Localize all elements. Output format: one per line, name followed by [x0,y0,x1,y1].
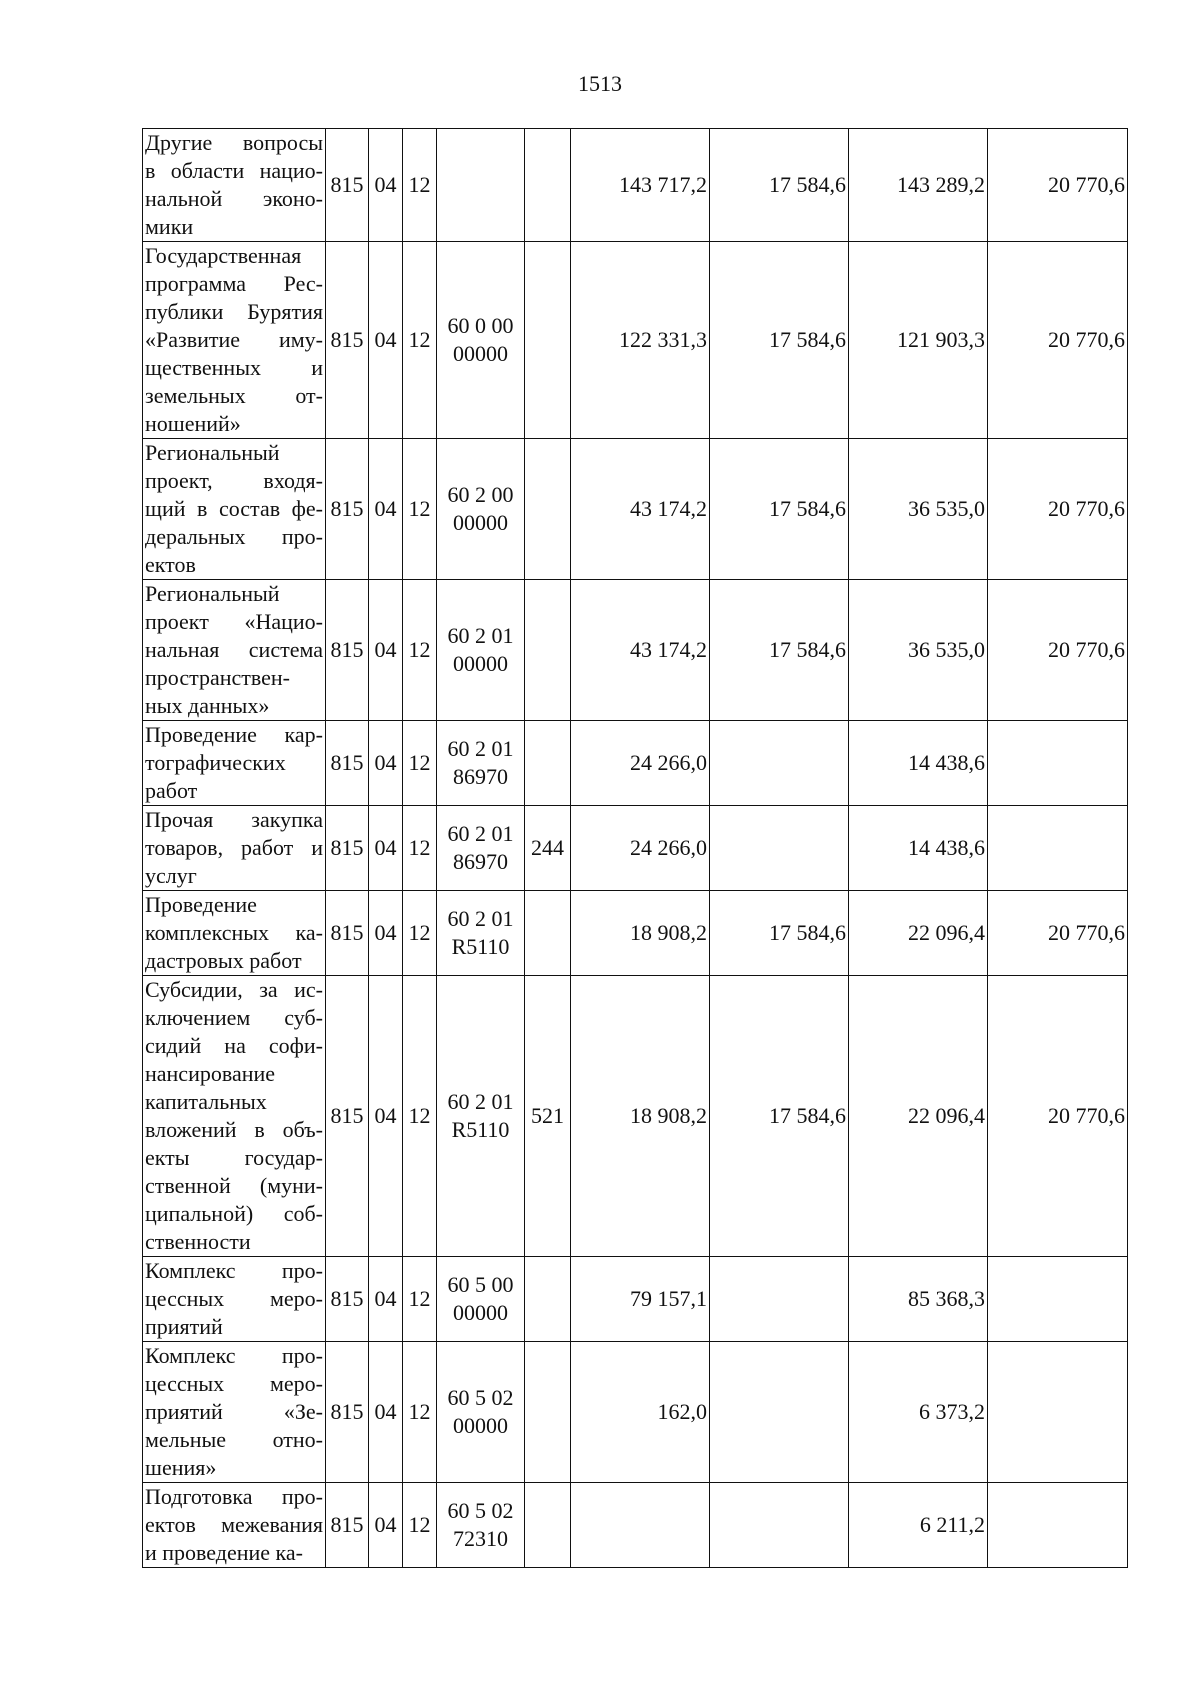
row-name-line: приятий [145,1314,223,1339]
row-name-line: Региональный [145,581,280,606]
target-article-part: R5110 [451,1117,510,1142]
row-name-line: нальная система [145,637,323,662]
row-name-line: нансирование [145,1061,276,1086]
section-code-cell: 04 [369,439,403,580]
expense-type-cell [525,1342,571,1483]
amount-3-cell: 22 096,4 [849,891,988,976]
target-article-part: 60 5 00 [447,1272,514,1297]
row-name-line: комплексных ка- [145,920,323,945]
table-row [143,1257,1128,1342]
grbs-code-cell: 815 [326,242,369,439]
amount-2-cell [710,1342,849,1483]
target-article-part: 86970 [453,849,508,874]
expense-type-cell [525,1483,571,1568]
amount-1-cell: 18 908,2 [571,976,710,1257]
target-article-part: 60 2 00 [447,482,514,507]
target-article-part: R5110 [451,934,510,959]
row-name-line: приятий «Зе- [145,1399,323,1424]
target-article-part: 72310 [453,1526,508,1551]
amount-4-cell [988,806,1128,891]
row-name-line: нальной эконо- [145,186,323,211]
row-name-line: ектов [145,552,196,577]
amount-2-cell: 17 584,6 [710,129,849,242]
expense-type-cell: 521 [525,976,571,1257]
table-row [143,242,1128,439]
subsection-code-cell: 12 [403,439,437,580]
amount-1-cell: 143 717,2 [571,129,710,242]
subsection-code-cell: 12 [403,1257,437,1342]
target-article-cell [437,806,525,891]
target-article-part: 00000 [453,1300,508,1325]
row-name-line: ственной (муни- [145,1173,323,1198]
target-article-part: 60 2 01 [447,736,514,761]
target-article-cell [437,129,525,242]
row-name-line: Комплекс про- [145,1343,323,1368]
row-name-line: пространствен- [145,665,291,690]
amount-1-cell: 24 266,0 [571,721,710,806]
row-name-line: капитальных [145,1089,267,1114]
target-article-part: 00000 [453,341,508,366]
grbs-code-cell: 815 [326,1483,369,1568]
target-article-part: 60 2 01 [447,821,514,846]
row-name-line: Другие вопросы [145,130,323,155]
row-name-line: екты государ- [145,1145,323,1170]
target-article-cell [437,1342,525,1483]
amount-2-cell: 17 584,6 [710,891,849,976]
row-name-line: тографических [145,750,286,775]
grbs-code-cell: 815 [326,891,369,976]
amount-2-cell: 17 584,6 [710,439,849,580]
amount-2-cell [710,721,849,806]
target-article-part: 60 2 01 [447,1089,514,1114]
expense-type-cell [525,891,571,976]
amount-3-cell: 22 096,4 [849,976,988,1257]
amount-3-cell: 36 535,0 [849,580,988,721]
row-name-line: товаров, работ и [145,835,323,860]
amount-1-cell: 43 174,2 [571,580,710,721]
table-body [143,129,1128,1568]
row-name-cell [143,1483,326,1568]
subsection-code-cell: 12 [403,806,437,891]
target-article-cell [437,439,525,580]
table-row [143,439,1128,580]
target-article-part: 60 0 00 [447,313,514,338]
amount-4-cell: 20 770,6 [988,976,1128,1257]
target-article-part: 86970 [453,764,508,789]
row-name-line: публики Бурятия [145,299,323,324]
subsection-code-cell: 12 [403,1483,437,1568]
target-article-cell [437,242,525,439]
row-name-line: Региональный [145,440,280,465]
target-article-cell [437,976,525,1257]
subsection-code-cell: 12 [403,891,437,976]
table-row [143,721,1128,806]
section-code-cell: 04 [369,1342,403,1483]
amount-4-cell [988,721,1128,806]
section-code-cell: 04 [369,721,403,806]
target-article-cell [437,1483,525,1568]
amount-4-cell [988,1483,1128,1568]
target-article-part: 60 5 02 [447,1385,514,1410]
row-name-line: ципальной) соб- [145,1201,323,1226]
amount-1-cell: 122 331,3 [571,242,710,439]
amount-3-cell: 14 438,6 [849,806,988,891]
amount-2-cell [710,1257,849,1342]
row-name-line: «Развитие иму- [145,327,323,352]
section-code-cell: 04 [369,1257,403,1342]
expense-type-cell [525,242,571,439]
row-name-line: в области нацио- [145,158,323,183]
grbs-code-cell: 815 [326,976,369,1257]
amount-1-cell [571,1483,710,1568]
section-code-cell: 04 [369,242,403,439]
subsection-code-cell: 12 [403,721,437,806]
section-code-cell: 04 [369,891,403,976]
amount-1-cell: 24 266,0 [571,806,710,891]
row-name-cell [143,976,326,1257]
target-article-part: 00000 [453,651,508,676]
target-article-part: 60 2 01 [447,623,514,648]
table-row [143,1483,1128,1568]
row-name-line: мики [145,214,194,239]
row-name-line: дастровых работ [145,948,302,973]
row-name-line: Проведение [145,892,257,917]
row-name-line: ственности [145,1229,251,1254]
target-article-cell [437,1257,525,1342]
row-name-line: щественных и [145,355,323,380]
row-name-cell [143,891,326,976]
target-article-part: 60 2 01 [447,906,514,931]
section-code-cell: 04 [369,129,403,242]
row-name-line: деральных про- [145,524,323,549]
amount-1-cell: 18 908,2 [571,891,710,976]
page-number: 1513 [578,71,622,96]
table-row [143,1342,1128,1483]
row-name-line: сидий на софи- [145,1033,323,1058]
row-name-line: ных данных» [145,693,270,718]
amount-4-cell: 20 770,6 [988,580,1128,721]
row-name-line: ключением суб- [145,1005,323,1030]
amount-4-cell: 20 770,6 [988,891,1128,976]
amount-4-cell: 20 770,6 [988,439,1128,580]
row-name-line: мельные отно- [145,1427,323,1452]
expense-type-cell [525,439,571,580]
amount-1-cell: 162,0 [571,1342,710,1483]
row-name-line: ношений» [145,411,241,436]
expense-type-cell [525,1257,571,1342]
row-name-line: вложений в объ- [145,1117,323,1142]
row-name-line: земельных от- [145,383,323,408]
amount-4-cell: 20 770,6 [988,129,1128,242]
grbs-code-cell: 815 [326,1342,369,1483]
subsection-code-cell: 12 [403,580,437,721]
target-article-part: 00000 [453,510,508,535]
expense-type-cell [525,721,571,806]
row-name-cell [143,806,326,891]
target-article-cell [437,580,525,721]
table-row [143,129,1128,242]
row-name-line: Субсидии, за ис- [145,977,323,1002]
amount-1-cell: 79 157,1 [571,1257,710,1342]
table-row [143,580,1128,721]
amount-4-cell: 20 770,6 [988,242,1128,439]
amount-3-cell: 6 373,2 [849,1342,988,1483]
amount-3-cell: 121 903,3 [849,242,988,439]
row-name-line: щий в состав фе- [145,496,323,521]
row-name-line: ектов межевания [145,1512,323,1537]
amount-1-cell: 43 174,2 [571,439,710,580]
row-name-line: проект «Нацио- [145,609,323,634]
row-name-line: Государственная [145,243,302,268]
amount-2-cell [710,806,849,891]
grbs-code-cell: 815 [326,129,369,242]
amount-3-cell: 143 289,2 [849,129,988,242]
subsection-code-cell: 12 [403,1342,437,1483]
row-name-line: Прочая закупка [145,807,323,832]
row-name-line: Проведение кар- [145,722,323,747]
section-code-cell: 04 [369,806,403,891]
amount-2-cell: 17 584,6 [710,580,849,721]
target-article-part: 00000 [453,1413,508,1438]
grbs-code-cell: 815 [326,439,369,580]
grbs-code-cell: 815 [326,580,369,721]
row-name-cell [143,1342,326,1483]
row-name-line: услуг [145,863,197,888]
target-article-part: 60 5 02 [447,1498,514,1523]
amount-3-cell: 36 535,0 [849,439,988,580]
amount-3-cell: 14 438,6 [849,721,988,806]
row-name-line: шения» [145,1455,217,1480]
target-article-cell [437,891,525,976]
row-name-cell [143,580,326,721]
grbs-code-cell: 815 [326,806,369,891]
section-code-cell: 04 [369,580,403,721]
row-name-cell [143,242,326,439]
target-article-cell [437,721,525,806]
row-name-line: и проведение ка- [145,1540,303,1565]
row-name-line: работ [145,778,198,803]
amount-4-cell [988,1257,1128,1342]
table-row [143,891,1128,976]
row-name-line: цессных меро- [145,1371,323,1396]
row-name-cell [143,1257,326,1342]
amount-2-cell: 17 584,6 [710,976,849,1257]
row-name-line: Комплекс про- [145,1258,323,1283]
subsection-code-cell: 12 [403,242,437,439]
expense-type-cell: 244 [525,806,571,891]
section-code-cell: 04 [369,976,403,1257]
row-name-cell [143,129,326,242]
row-name-cell [143,439,326,580]
row-name-cell [143,721,326,806]
expense-type-cell [525,129,571,242]
amount-4-cell [988,1342,1128,1483]
amount-3-cell: 6 211,2 [849,1483,988,1568]
table-row [143,976,1128,1257]
row-name-line: Подготовка про- [145,1484,323,1509]
row-name-line: проект, входя- [145,468,323,493]
amount-3-cell: 85 368,3 [849,1257,988,1342]
grbs-code-cell: 815 [326,1257,369,1342]
row-name-line: цессных меро- [145,1286,323,1311]
amount-2-cell: 17 584,6 [710,242,849,439]
section-code-cell: 04 [369,1483,403,1568]
amount-2-cell [710,1483,849,1568]
grbs-code-cell: 815 [326,721,369,806]
expense-type-cell [525,580,571,721]
subsection-code-cell: 12 [403,976,437,1257]
budget-table [142,128,1128,1568]
row-name-line: программа Рес- [145,271,323,296]
subsection-code-cell: 12 [403,129,437,242]
table-row [143,806,1128,891]
